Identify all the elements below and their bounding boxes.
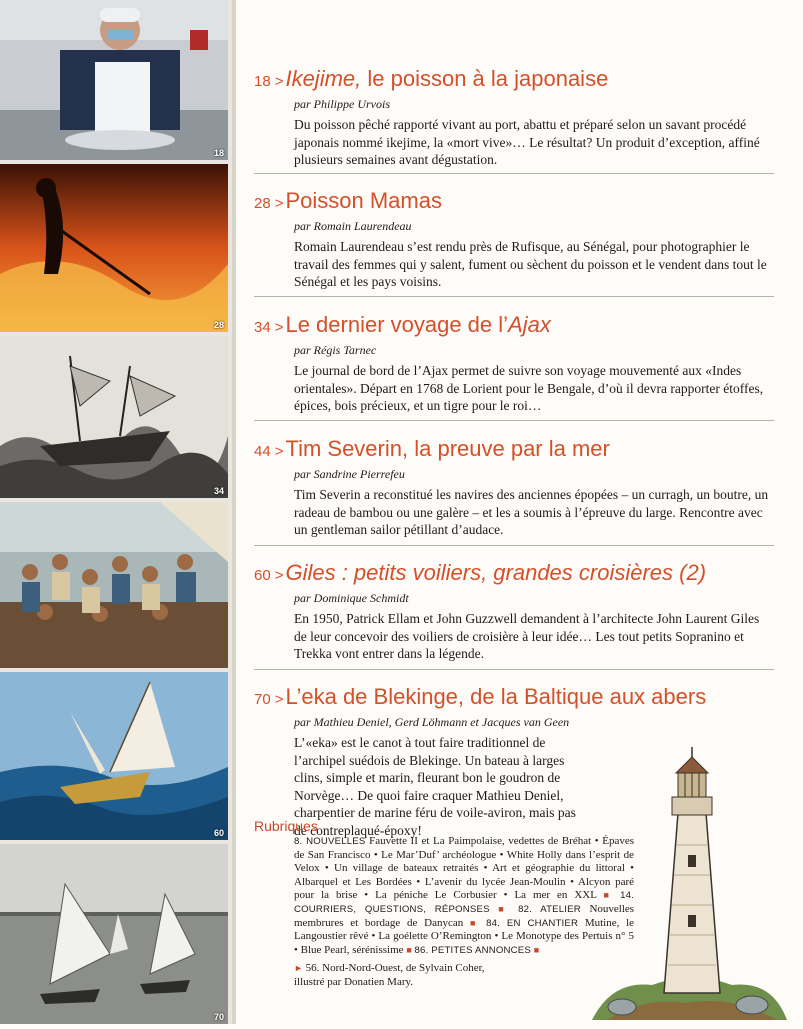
lighthouse-illustration (582, 735, 792, 1024)
page-number: 34 (254, 319, 271, 336)
arrow-icon: > (274, 443, 284, 460)
article-title[interactable]: 18 >Ikejime, le poisson à la japonaise (254, 66, 609, 91)
article-title[interactable]: 44 >Tim Severin, la preuve par la mer (254, 436, 610, 461)
article-author: par Sandrine Pierrefeu (294, 467, 405, 481)
square-icon: ■ (406, 944, 412, 955)
page-number: 70 (254, 691, 271, 708)
article-tim-severin[interactable] (254, 436, 774, 539)
article-author: par Régis Tarnec (294, 343, 377, 357)
photo-page-number: 18 (213, 148, 224, 158)
article-description: Du poisson pêché rapporté vivant au port, abattu et préparé selon un savant procédé japonais nommé ikejime, la «mort vive»… Le résultat? Un produit d’exception, affiné plusieurs semaines avant dégustation. (294, 117, 760, 167)
arrow-icon: > (274, 567, 284, 584)
separator (254, 173, 774, 174)
article-description: Tim Severin a reconstitué les navires des anciennes épopées – un curragh, un boutre, un radeau de bambou ou une galère – et les a soumis à l’épreuve du large. Rencontre avec un gentleman sailor pétillant d’audace. (294, 487, 769, 537)
page-number: 28 (254, 195, 271, 212)
rubriques-title: Rubriques (254, 818, 318, 834)
rubrique-atelier[interactable]: 82. ATELIER (518, 903, 581, 915)
photo-shipwreck-engraving (0, 336, 228, 498)
square-icon: ■ (498, 903, 510, 914)
column-divider (232, 0, 236, 1024)
separator (254, 669, 774, 670)
article-author: par Mathieu Deniel, Gerd Löhmann et Jacques van Geen (294, 715, 570, 729)
arrow-icon: > (274, 73, 284, 90)
separator (254, 420, 774, 421)
photo-sailboats-bw (0, 844, 228, 1024)
rubrique-nouvelles[interactable]: 8. NOUVELLES (294, 836, 366, 847)
photo-page-number: 28 (213, 320, 224, 330)
article-giles[interactable] (254, 560, 774, 663)
rubrique-en-chantier[interactable]: 84. EN CHANTIER (486, 917, 579, 929)
rubriques-list: 8. NOUVELLES Fauvette II et La Paimpolaise, vedettes de Bréhat • Épaves de San Francisco • Le Mar’Duf’ archéologue • White Holly dans l’esprit de Velox • Un village de bateaux retraités • Art et géographie du littoral • Albarquel et Les Bordées • L’avenir du lycée Jean-Moulin • Alcyon paré pour la brise • La péniche Le Corbusier • La mer en XXL ■ 14. COURRIERS, QUESTIONS, RÉPONSES ■ 82. ATELIER Nouvelles membrures et bordage de Danycan ■ 84. EN CHANTIER Mutine, le Langoustier rêvé • La goélette O’Remington • Le Monotype des Pertuis n° 5 • Blue Pearl, sérénissime ■ 86. PETITES ANNONCES ■ (294, 835, 635, 956)
photo-column (0, 0, 232, 1024)
article-author: par Romain Laurendeau (294, 219, 412, 233)
footnote: ► 56. Nord-Nord-Ouest, de Sylvain Coher, illustré par Donatien Mary. (294, 962, 485, 988)
photo-fish-smoking (0, 164, 228, 332)
photo-yacht-painting (0, 672, 228, 840)
rubriques-section (254, 818, 634, 957)
photo-fish-worker (0, 0, 228, 160)
photo-page-number: 34 (213, 486, 224, 496)
square-icon: ■ (469, 917, 480, 928)
article-title[interactable]: 60 >Giles : petits voiliers, grandes croisières (2) (254, 560, 707, 585)
photo-page-number: 60 (213, 828, 224, 838)
article-poisson-mamas[interactable] (254, 188, 774, 291)
article-description: L’«eka» est le canot à tout faire traditionnel de l’archipel suédois de Blekinge. Un bateau à larges clins, simple et marin, fleurant bon le goudron de Norvège… De quoi faire craquer Mathieu Deniel, charpentier de marine féru de voile-aviron, mais pas de contreplaqué-époxy! (294, 735, 576, 838)
rubrique-courriers[interactable]: 14. COURRIERS, QUESTIONS, RÉPONSES (294, 890, 635, 915)
article-title[interactable]: 70 >L’eka de Blekinge, de la Baltique aux abers (254, 684, 707, 709)
article-title[interactable]: 34 >Le dernier voyage de l’Ajax (254, 312, 551, 337)
triangle-icon: ► (294, 963, 303, 973)
article-ikejime[interactable] (254, 66, 774, 169)
article-description: En 1950, Patrick Ellam et John Guzzwell demandent à l’architecte John Laurent Giles de leur concevoir des voiliers de croisière à leur idée… Les tout petits Sopranino et Trekka vont entrer dans la légende. (294, 611, 760, 661)
article-description: Le journal de bord de l’Ajax permet de suivre son voyage mouvementé aux «Indes orientales». Départ en 1768 de Lorient pour le Bengale, d’où il devra rapporter étoffes, épices, bois précieux, et un tigre pour le roi… (294, 363, 764, 413)
rubrique-petites-annonces[interactable]: 86. PETITES ANNONCES (414, 944, 531, 956)
article-title[interactable]: 28 >Poisson Mamas (254, 188, 442, 213)
page-number: 60 (254, 567, 271, 584)
page-number: 18 (254, 73, 271, 90)
photo-crew-group (0, 502, 228, 668)
arrow-icon: > (274, 691, 284, 708)
separator (254, 545, 774, 546)
separator (254, 296, 774, 297)
article-description: Romain Laurendeau s’est rendu près de Rufisque, au Sénégal, pour photographier le travail des femmes qui y salent, fument ou sèchent du poisson et le vendent dans tout le Sénégal et les pays voisins. (294, 239, 767, 289)
article-author: par Dominique Schmidt (294, 591, 409, 605)
article-author: par Philippe Urvois (294, 97, 390, 111)
arrow-icon: > (274, 319, 284, 336)
page-number: 44 (254, 443, 271, 460)
square-icon: ■ (603, 890, 614, 901)
arrow-icon: > (274, 195, 284, 212)
photo-page-number: 70 (213, 1012, 224, 1022)
article-ajax[interactable] (254, 312, 774, 415)
square-icon: ■ (533, 944, 540, 955)
